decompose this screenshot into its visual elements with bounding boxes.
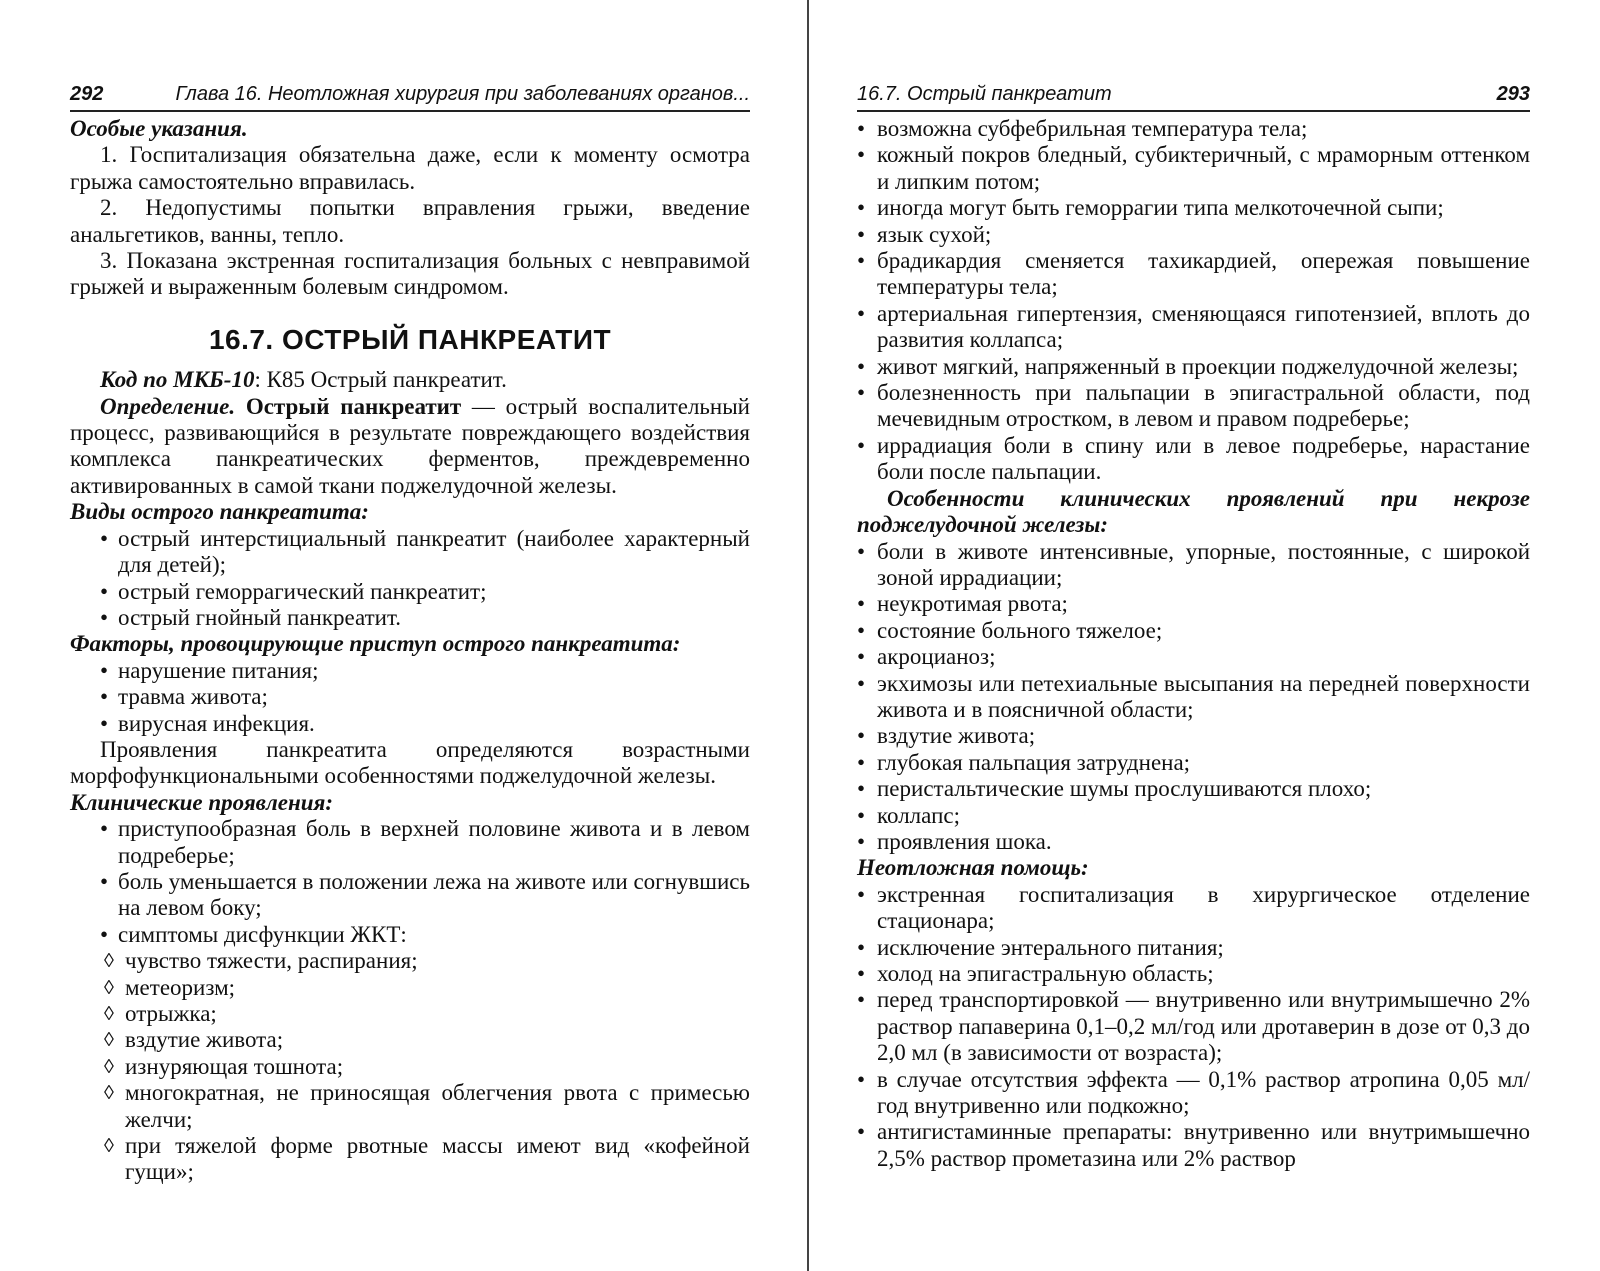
list-item: • острый интерстициальный панкреатит (наиболее характерный для детей); bbox=[70, 526, 750, 579]
list-item: • состояние больного тяжелое; bbox=[857, 618, 1530, 644]
list-item: ◊ изнуряющая тошнота; bbox=[70, 1054, 750, 1080]
list-item: ◊ многократная, не приносящая облегчения рвота с примесью желчи; bbox=[70, 1080, 750, 1133]
list-item: • иррадиация боли в спину или в левое подреберье, нарастание боли после пальпации. bbox=[857, 433, 1530, 486]
emergency-list bbox=[857, 882, 1530, 1172]
necrosis-list bbox=[857, 539, 1530, 856]
running-title: 16.7. Острый панкреатит bbox=[857, 83, 1112, 105]
list-item: • акроцианоз; bbox=[857, 644, 1530, 670]
page-body bbox=[70, 116, 750, 1186]
icd-label: Код по МКБ-10 bbox=[100, 367, 255, 393]
special-heading: Особые указания. bbox=[70, 116, 248, 141]
list-item: • вирусная инфекция. bbox=[70, 711, 750, 737]
list-item: • болезненность при пальпации в эпигастральной области, под мечевидным отростком, в левом и правом подреберье; bbox=[857, 380, 1530, 433]
list-item: ◊ при тяжелой форме рвотные массы имеют вид «кофейной гущи»; bbox=[70, 1133, 750, 1186]
icd-code bbox=[70, 367, 750, 393]
factors-heading: Факторы, провоцирующие приступ острого панкреатита: bbox=[70, 631, 681, 657]
list-item: • травма живота; bbox=[70, 684, 750, 710]
list-item: • антигистаминные препараты: внутривенно или внутримышечно 2,5% раствор прометазина или 2% раствор bbox=[857, 1119, 1530, 1172]
clinical-list bbox=[70, 816, 750, 948]
list-item: ◊ отрыжка; bbox=[70, 1001, 750, 1027]
running-header bbox=[70, 78, 750, 112]
list-item: • иногда могут быть геморрагии типа мелкоточечной сыпи; bbox=[857, 195, 1530, 221]
list-item: • язык сухой; bbox=[857, 222, 1530, 248]
list-item: • коллапс; bbox=[857, 803, 1530, 829]
special-item: 1. Госпитализация обязательна даже, если к моменту осмотра грыжа самостоятельно вправилась. bbox=[70, 142, 750, 194]
left-page bbox=[70, 78, 750, 1186]
definition-text: — острый воспалительный процесс, развивающийся в результате повреждающего воздействия комплекса панкреатических ферментов, преждевременно активированных в самой ткани поджелудочной железы. bbox=[70, 393, 750, 498]
types-list bbox=[70, 526, 750, 632]
list-item: • острый геморрагический панкреатит; bbox=[70, 579, 750, 605]
list-item: • острый гнойный панкреатит. bbox=[70, 605, 750, 631]
list-item: • приступообразная боль в верхней половине живота и в левом подреберье; bbox=[70, 816, 750, 869]
list-item: • живот мягкий, напряженный в проекции поджелудочной железы; bbox=[857, 354, 1530, 380]
book-spine bbox=[807, 0, 809, 1271]
list-item: • в случае отсутствия эффекта — 0,1% раствор атропина 0,05 мл/год внутривенно или подкожно; bbox=[857, 1067, 1530, 1120]
page-body bbox=[857, 116, 1530, 1172]
list-item: • нарушение питания; bbox=[70, 658, 750, 684]
special-item: 3. Показана экстренная госпитализация больных с невправимой грыжей и выраженным болевым синдромом. bbox=[70, 248, 750, 300]
special-item: 2. Недопустимы попытки вправления грыжи, введение анальгетиков, ванны, тепло. bbox=[70, 195, 750, 247]
definition-label: Определение. bbox=[100, 393, 236, 419]
list-item: • экстренная госпитализация в хирургическое отделение стационара; bbox=[857, 882, 1530, 935]
page-number: 292 bbox=[70, 83, 104, 105]
icd-text: : К85 Острый панкреатит. bbox=[254, 367, 507, 393]
factors-list bbox=[70, 658, 750, 737]
page-number: 293 bbox=[1496, 83, 1530, 105]
list-item: • боли в животе интенсивные, упорные, постоянные, с широкой зоной иррадиации; bbox=[857, 539, 1530, 592]
section-title: 16.7. ОСТРЫЙ ПАНКРЕАТИТ bbox=[208, 323, 612, 355]
list-item: ◊ вздутие живота; bbox=[70, 1027, 750, 1053]
clinical-cont-list bbox=[857, 116, 1530, 486]
list-item: • боль уменьшается в положении лежа на животе или согнувшись на левом боку; bbox=[70, 869, 750, 922]
list-item: • вздутие живота; bbox=[857, 723, 1530, 749]
list-item: ◊ метеоризм; bbox=[70, 975, 750, 1001]
list-item: ◊ чувство тяжести, распирания; bbox=[70, 948, 750, 974]
list-item: • симптомы дисфункции ЖКТ: bbox=[70, 922, 750, 948]
list-item: • неукротимая рвота; bbox=[857, 591, 1530, 617]
list-item: • возможна субфебрильная температура тела; bbox=[857, 116, 1530, 142]
types-heading: Виды острого панкреатита: bbox=[70, 499, 369, 525]
list-item: • холод на эпигастральную область; bbox=[857, 961, 1530, 987]
list-item: • брадикардия сменяется тахикардией, опережая повышение температуры тела; bbox=[857, 248, 1530, 301]
right-page bbox=[857, 78, 1530, 1172]
list-item: • проявления шока. bbox=[857, 829, 1530, 855]
list-item: • глубокая пальпация затруднена; bbox=[857, 750, 1530, 776]
list-item: • перед транспортировкой — внутривенно или внутримышечно 2% раствор папаверина 0,1–0,2 мл/год или дротаверин в дозе от 0,3 до 2,0 мл (в зависимости от возраста); bbox=[857, 987, 1530, 1066]
necrosis-heading: Особенности клинических проявлений при некрозе поджелудочной железы: bbox=[857, 485, 1530, 538]
definition-term: Острый панкреатит bbox=[245, 393, 462, 419]
gi-symptoms-list bbox=[70, 948, 750, 1186]
list-item: • артериальная гипертензия, сменяющаяся гипотензией, вплоть до развития коллапса; bbox=[857, 301, 1530, 354]
emergency-heading: Неотложная помощь: bbox=[857, 855, 1089, 881]
list-item: • кожный покров бледный, субиктеричный, с мраморным оттенком и липким потом; bbox=[857, 142, 1530, 195]
list-item: • перистальтические шумы прослушиваются плохо; bbox=[857, 776, 1530, 802]
manifest-text: Проявления панкреатита определяются возрастными морфофункциональными особенностями поджелудочной железы. bbox=[70, 736, 750, 789]
running-title: Глава 16. Неотложная хирургия при заболеваниях органов... bbox=[175, 83, 750, 105]
list-item: • исключение энтерального питания; bbox=[857, 935, 1530, 961]
definition bbox=[70, 394, 750, 500]
clinical-heading: Клинические проявления: bbox=[70, 789, 334, 815]
running-header bbox=[857, 78, 1530, 112]
list-item: • экхимозы или петехиальные высыпания на передней поверхности живота и в поясничной области; bbox=[857, 671, 1530, 724]
